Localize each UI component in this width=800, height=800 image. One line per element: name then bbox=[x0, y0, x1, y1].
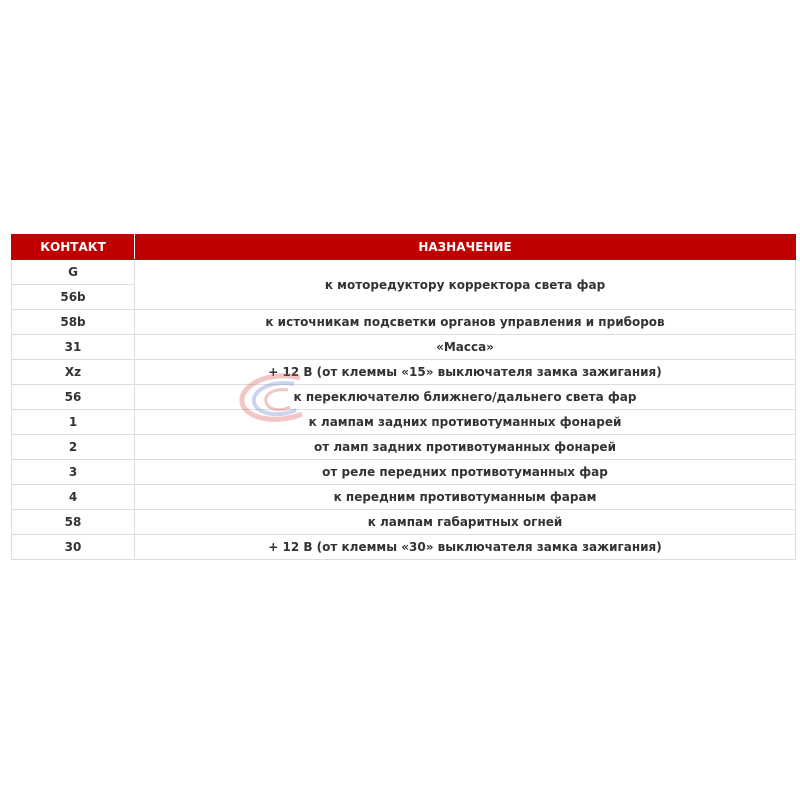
contact-cell: 58 bbox=[12, 510, 135, 535]
table-row bbox=[12, 335, 796, 360]
table-row bbox=[12, 410, 796, 435]
table-row bbox=[12, 435, 796, 460]
table-row bbox=[12, 485, 796, 510]
purpose-cell: к передним противотуманным фарам bbox=[135, 485, 796, 510]
purpose-cell: + 12 В (от клеммы «15» выключателя замка зажигания) bbox=[135, 360, 796, 385]
purpose-cell: к моторедуктору корректора света фар bbox=[135, 260, 796, 310]
purpose-cell: к лампам задних противотуманных фонарей bbox=[135, 410, 796, 435]
table-row bbox=[12, 535, 796, 560]
contact-cell: 1 bbox=[12, 410, 135, 435]
purpose-cell: к переключателю ближнего/дальнего света фар bbox=[135, 385, 796, 410]
contact-cell: 2 bbox=[12, 435, 135, 460]
table-row bbox=[12, 510, 796, 535]
header-contact: КОНТАКТ bbox=[12, 235, 135, 260]
contact-cell: Xz bbox=[12, 360, 135, 385]
table-row bbox=[12, 385, 796, 410]
contact-cell: G bbox=[12, 260, 135, 285]
purpose-cell: от ламп задних противотуманных фонарей bbox=[135, 435, 796, 460]
contact-cell: 30 bbox=[12, 535, 135, 560]
contact-cell: 56b bbox=[12, 285, 135, 310]
purpose-cell: к лампам габаритных огней bbox=[135, 510, 796, 535]
table-row bbox=[12, 460, 796, 485]
table-row bbox=[12, 310, 796, 335]
header-purpose: НАЗНАЧЕНИЕ bbox=[135, 235, 796, 260]
contact-cell: 58b bbox=[12, 310, 135, 335]
purpose-cell: от реле передних противотуманных фар bbox=[135, 460, 796, 485]
contact-cell: 56 bbox=[12, 385, 135, 410]
pinout-table-container bbox=[11, 234, 795, 560]
pinout-table bbox=[11, 234, 796, 560]
contact-cell: 31 bbox=[12, 335, 135, 360]
table-row bbox=[12, 260, 796, 285]
table-row bbox=[12, 360, 796, 385]
table-header-row bbox=[12, 235, 796, 260]
contact-cell: 4 bbox=[12, 485, 135, 510]
purpose-cell: к источникам подсветки органов управления и приборов bbox=[135, 310, 796, 335]
contact-cell: 3 bbox=[12, 460, 135, 485]
purpose-cell: + 12 В (от клеммы «30» выключателя замка зажигания) bbox=[135, 535, 796, 560]
purpose-cell: «Масса» bbox=[135, 335, 796, 360]
